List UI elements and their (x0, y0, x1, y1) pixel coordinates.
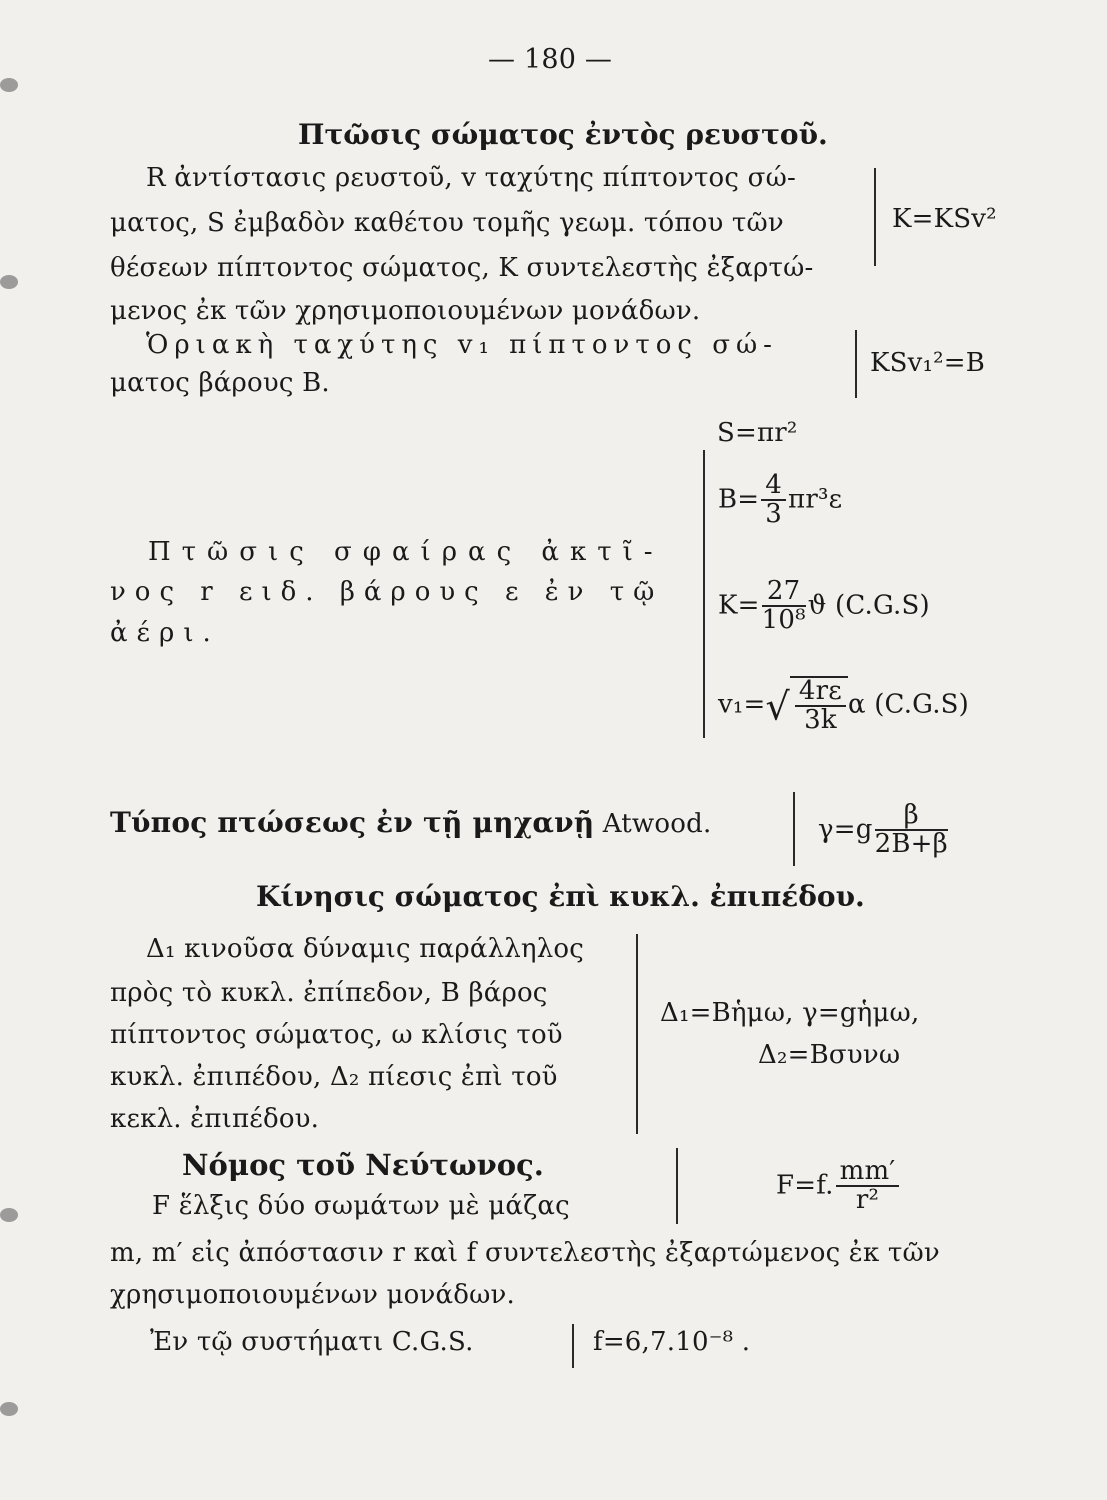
scan-mark (0, 1402, 18, 1416)
formula-incline-1: Δ₁=Bἡμω, γ=gἡμω, (660, 998, 920, 1028)
divider-line (855, 330, 857, 398)
formula-terminal: KSv₁²=B (870, 348, 986, 378)
fluid-line-4: μενος ἐκ τῶν χρησιμοποιουμένων μονάδων. (110, 296, 701, 326)
fraction-numerator: β (875, 802, 948, 831)
fraction-k (762, 578, 806, 635)
divider-line (703, 450, 705, 738)
fluid-line-1: R ἀντίστασις ρευστοῦ, v ταχύτης πίπτοντος σώ- (146, 163, 796, 193)
divider-line (572, 1324, 574, 1368)
newton-line-2: m, m′ εἰς ἀπόστασιν r καὶ f συντελεστὴς ἐξαρτώμενος ἐκ τῶν (110, 1238, 940, 1268)
formula-k-left: K= (718, 590, 760, 621)
atwood-title-tail: Atwood. (602, 809, 712, 839)
incline-line-2: πρὸς τὸ κυκλ. ἐπίπεδον, B βάρος (110, 978, 548, 1008)
terminal-line-1: Ὁριακὴ ταχύτης v₁ πίπτοντος σώ- (146, 330, 778, 360)
formula-weight-left: B= (718, 484, 760, 515)
formula-k-right: ϑ (C.G.S) (807, 590, 930, 621)
fraction-numerator: 4rε (795, 678, 846, 707)
fraction-numerator: mm′ (836, 1158, 900, 1187)
newton-line-3: χρησιμοποιουμένων μονάδων. (110, 1280, 515, 1310)
formula-resistance: K=KSv² (892, 204, 997, 234)
divider-line (676, 1148, 678, 1224)
section-title-incline: Κίνησις σώματος ἐπὶ κυκλ. ἐπιπέδου. (256, 880, 865, 913)
formula-velocity-right: α (C.G.S) (847, 689, 970, 720)
divider-line (874, 168, 876, 266)
sphere-line-1: Πτῶσις σφαίρας ἀκτῖ- (148, 537, 664, 567)
formula-weight (718, 472, 842, 529)
sphere-line-2: νος r ειδ. βάρους ε ἐν τῷ (110, 577, 664, 607)
fraction-numerator: 4 (761, 472, 786, 501)
formula-area: S=πr² (717, 418, 798, 448)
fraction-atwood (875, 802, 948, 859)
fraction-numerator: 27 (762, 578, 806, 607)
fraction-denominator: r² (855, 1185, 880, 1216)
formula-incline-2: Δ₂=Bσυνω (758, 1040, 901, 1070)
formula-velocity (718, 676, 969, 735)
scan-mark (0, 1208, 18, 1222)
page-number: — 180 — (488, 44, 613, 75)
formula-velocity-left: v₁= (718, 689, 766, 720)
fraction-denominator: 2B+β (874, 829, 948, 860)
fluid-line-3: θέσεων πίπτοντος σώματος, K συντελεστὴς ἐξαρτώ- (110, 253, 814, 283)
sphere-line-3: ἀέρι. (110, 618, 220, 648)
section-title-atwood (110, 806, 711, 839)
divider-line (793, 792, 795, 866)
formula-k (718, 578, 930, 635)
section-title-newton: Νόμος τοῦ Νεύτωνος. (182, 1148, 544, 1182)
scan-mark (0, 275, 18, 289)
formula-atwood (818, 802, 950, 859)
incline-line-3: πίπτοντος σώματος, ω κλίσις τοῦ (110, 1020, 563, 1050)
fluid-line-2: ματος, S ἐμβαδὸν καθέτου τομῆς γεωμ. τόπου τῶν (110, 208, 784, 238)
fraction-newton (836, 1158, 900, 1215)
newton-line-4: Ἐν τῷ συστήματι C.G.S. (150, 1327, 474, 1357)
fraction-velocity (795, 678, 846, 735)
fraction-denominator: 10⁸ (761, 605, 806, 636)
formula-weight-right: πr³ε (788, 484, 843, 515)
formula-cgs: f=6,7.10⁻⁸ . (593, 1327, 751, 1357)
incline-line-1: Δ₁ κινοῦσα δύναμις παράλληλος (146, 934, 584, 964)
incline-line-5: κεκλ. ἐπιπέδου. (110, 1104, 320, 1134)
scan-mark (0, 78, 18, 92)
terminal-line-2: ματος βάρους B. (110, 368, 330, 398)
fraction-four-thirds (761, 472, 786, 529)
formula-newton-left: F=f. (776, 1170, 834, 1201)
formula-atwood-left: γ=g (818, 814, 873, 845)
divider-line (636, 934, 638, 1134)
fraction-denominator: 3k (804, 705, 837, 736)
atwood-title-bold: Τύπος πτώσεως ἐν τῇ μηχανῇ (110, 806, 595, 839)
newton-line-1: F ἕλξις δύο σωμάτων μὲ μάζας (152, 1191, 570, 1221)
formula-newton (776, 1158, 901, 1215)
incline-line-4: κυκλ. ἐπιπέδου, Δ₂ πίεσις ἐπὶ τοῦ (110, 1062, 558, 1092)
sqrt-sign: √ $\frac{4r\varepsilon}{3k}$ (766, 676, 848, 735)
fraction-denominator: 3 (765, 499, 783, 530)
section-title-fluid: Πτῶσις σώματος ἐντὸς ρευστοῦ. (298, 118, 828, 151)
